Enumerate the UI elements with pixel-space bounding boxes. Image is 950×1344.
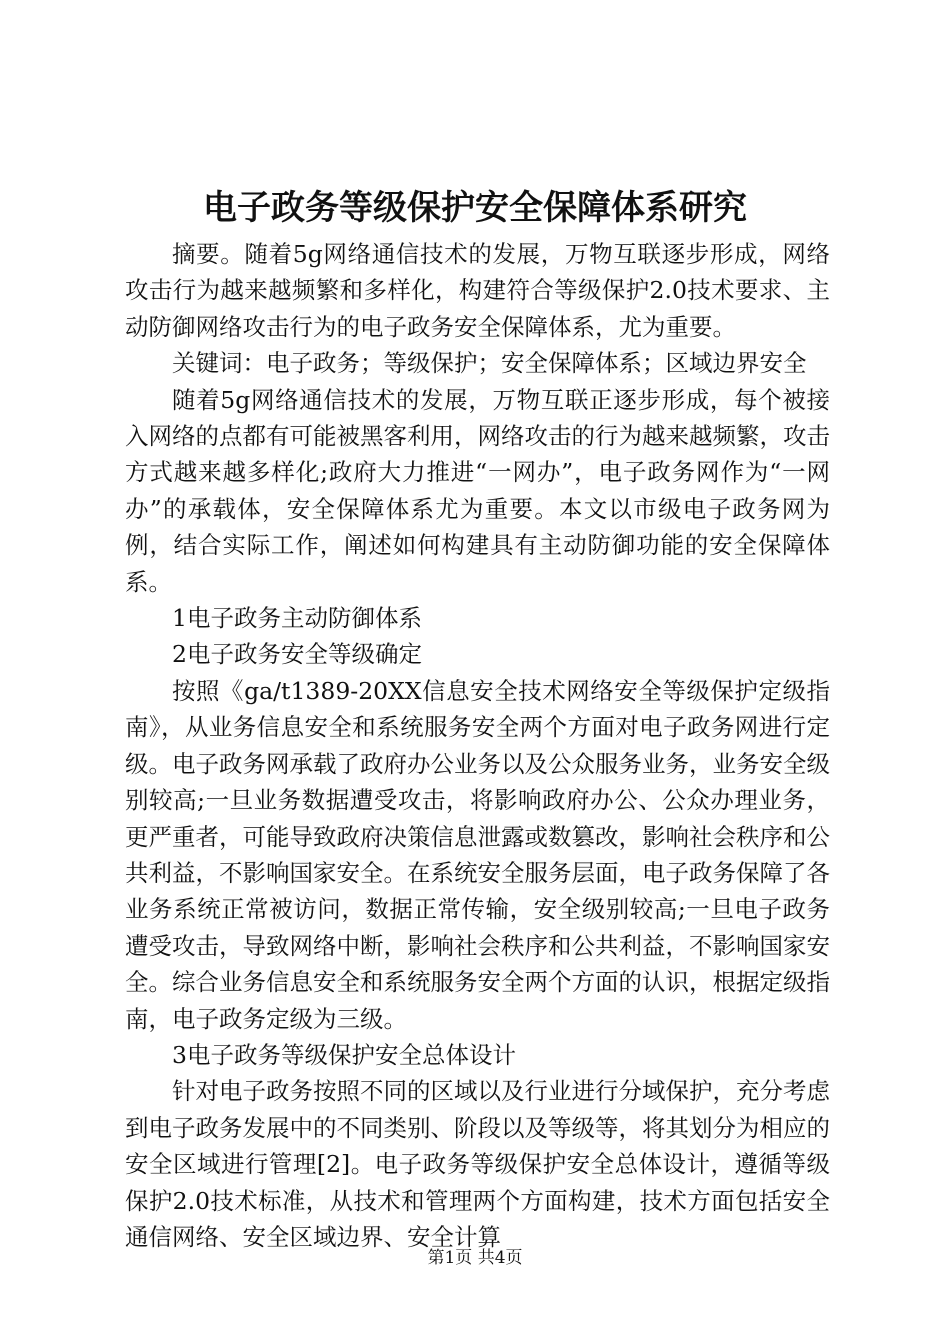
section-2-paragraph: 按照《ga/t1389-20XX信息安全技术网络安全等级保护定级指南》，从业务信息安全和系统服务安全两个方面对电子政务网进行定级。电子政务网承载了政府办公业务以及公众服务业务，业务安全级别较高;一旦业务数据遭受攻击，将影响政府办公、公众办理业务，更严重者，可能导致政府决策信息泄露或数篡改，影响社会秩序和公共利益，不影响国家安全。在系统安全服务层面，电子政务保障了各业务系统正常被访问，数据正常传输，安全级别较高;一旦电子政务遭受攻击，导致网络中断，影响社会秩序和公共利益，不影响国家安全。综合业务信息安全和系统服务安全两个方面的认识，根据定级指南，电子政务定级为三级。 <box>125 676 830 1033</box>
section-3-paragraph: 针对电子政务按照不同的区域以及行业进行分域保护，充分考虑到电子政务发展中的不同类别、阶段以及等级等，将其划分为相应的安全区域进行管理[2]。电子政务等级保护安全总体设计，遵循等级保护2.0技术标准，从技术和管理两个方面构建，技术方面包括安全通信网络、安全区域边界、安全计算 <box>125 1077 830 1251</box>
intro-paragraph: 随着5g网络通信技术的发展，万物互联正逐步形成，每个被接入网络的点都有可能被黑客利用，网络攻击的行为越来越频繁，攻击方式越来越多样化;政府大力推进“一网办”，电子政务网作为“一网办”的承载体，安全保障体系尤为重要。本文以市级电子政务网为例，结合实际工作，阐述如何构建具有主动防御功能的安全保障体系。 <box>125 385 830 596</box>
abstract-paragraph: 摘要。随着5g网络通信技术的发展，万物互联逐步形成，网络攻击行为越来越频繁和多样化，构建符合等级保护2.0技术要求、主动防御网络攻击行为的电子政务安全保障体系，尤为重要。 <box>125 240 830 341</box>
page-footer: 第1页 共4页 <box>427 1248 523 1268</box>
section-heading-3: 3电子政务等级保护安全总体设计 <box>172 1040 516 1069</box>
section-heading-2: 2电子政务安全等级确定 <box>172 640 422 669</box>
keywords-paragraph: 关键词：电子政务；等级保护；安全保障体系；区域边界安全 <box>172 349 807 378</box>
document-title: 电子政务等级保护安全保障体系研究 <box>203 188 747 228</box>
section-heading-1: 1电子政务主动防御体系 <box>172 604 422 633</box>
document-body <box>125 236 830 1255</box>
